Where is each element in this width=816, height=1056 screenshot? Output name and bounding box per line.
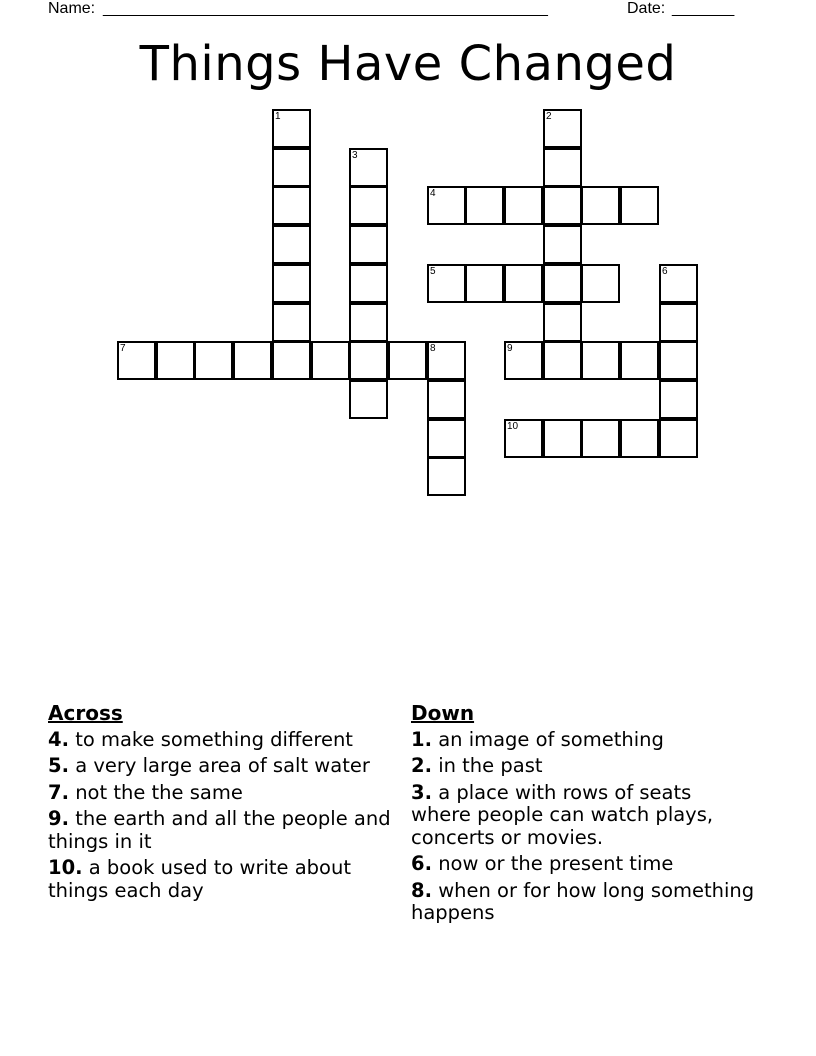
cell-number: 3	[352, 150, 358, 161]
across-heading: Across	[48, 701, 123, 725]
grid-cell[interactable]	[504, 264, 543, 303]
down-clues	[411, 702, 756, 929]
grid-cell[interactable]	[272, 341, 311, 380]
grid-cell[interactable]	[543, 186, 582, 225]
grid-cell[interactable]	[311, 341, 350, 380]
down-clue-3: 3. a place with rows of seats where people can watch plays, concerts or movies.	[411, 780, 714, 849]
grid-cell[interactable]	[427, 264, 466, 303]
grid-cell[interactable]	[349, 380, 388, 419]
grid-cell[interactable]	[272, 264, 311, 303]
across-clues	[48, 702, 393, 906]
cell-number: 7	[120, 343, 126, 354]
date-label: Date:	[627, 0, 666, 17]
grid-cell[interactable]	[543, 225, 582, 264]
grid-cell[interactable]	[272, 303, 311, 342]
cell-number: 5	[430, 266, 436, 277]
grid-cell[interactable]	[349, 148, 388, 187]
grid-cell[interactable]	[156, 341, 195, 380]
grid-cell[interactable]	[272, 225, 311, 264]
grid-cell[interactable]	[581, 264, 620, 303]
grid-cell[interactable]	[543, 419, 582, 458]
grid-cell[interactable]	[543, 109, 582, 148]
grid-cell[interactable]	[620, 186, 659, 225]
grid-cell[interactable]	[272, 148, 311, 187]
grid-cell[interactable]	[427, 380, 466, 419]
down-clue-1: 1. an image of something	[411, 727, 664, 751]
down-clue-8: 8. when or for how long something happens	[411, 878, 755, 924]
grid-cell[interactable]	[427, 341, 466, 380]
grid-cell[interactable]	[543, 264, 582, 303]
grid-cell[interactable]	[233, 341, 272, 380]
grid-cell[interactable]	[620, 419, 659, 458]
grid-cell[interactable]	[272, 109, 311, 148]
grid-cell[interactable]	[543, 341, 582, 380]
grid-cell[interactable]	[543, 303, 582, 342]
down-clue-2: 2. in the past	[411, 754, 543, 777]
name-line[interactable]: __________________________________________________	[103, 0, 548, 17]
grid-cell[interactable]	[117, 341, 156, 380]
cell-number: 1	[275, 111, 281, 122]
grid-cell[interactable]	[659, 264, 698, 303]
cell-number: 8	[430, 343, 436, 354]
grid-cell[interactable]	[388, 341, 427, 380]
grid-cell[interactable]	[272, 186, 311, 225]
grid-cell[interactable]	[194, 341, 233, 380]
grid-cell[interactable]	[659, 303, 698, 342]
grid-cell[interactable]	[349, 225, 388, 264]
grid-cell[interactable]	[581, 341, 620, 380]
grid-cell[interactable]	[427, 457, 466, 496]
across-clue-4: 4. to make something different	[48, 727, 353, 751]
name-label: Name:	[48, 0, 96, 17]
cell-number: 6	[662, 266, 668, 277]
across-clue-9: 9. the earth and all the people and things in it	[48, 807, 391, 853]
cell-number: 2	[546, 111, 552, 122]
grid-cell[interactable]	[543, 148, 582, 187]
across-clue-10: 10. a book used to write about things each day	[48, 856, 351, 902]
grid-cell[interactable]	[581, 419, 620, 458]
grid-cell[interactable]	[465, 186, 504, 225]
grid-cell[interactable]	[620, 341, 659, 380]
grid-cell[interactable]	[659, 380, 698, 419]
grid-cell[interactable]	[504, 186, 543, 225]
across-clue-5: 5. a very large area of salt water	[48, 754, 370, 777]
cell-number: 9	[507, 343, 513, 354]
grid-cell[interactable]	[465, 264, 504, 303]
date-line[interactable]: _______	[672, 0, 735, 17]
cell-number: 4	[430, 188, 436, 199]
grid-cell[interactable]	[349, 341, 388, 380]
grid-cell[interactable]	[504, 419, 543, 458]
puzzle-title: Things Have Changed	[139, 36, 677, 92]
grid-cell[interactable]	[581, 186, 620, 225]
grid-cell[interactable]	[659, 419, 698, 458]
grid-cell[interactable]	[427, 419, 466, 458]
down-heading: Down	[411, 701, 475, 725]
across-clue-7: 7. not the the same	[48, 780, 243, 804]
grid-cell[interactable]	[349, 186, 388, 225]
grid-cell[interactable]	[504, 341, 543, 380]
grid-cell[interactable]	[349, 303, 388, 342]
cell-number: 10	[507, 421, 519, 432]
down-clue-6: 6. now or the present time	[411, 852, 674, 875]
grid-cell[interactable]	[349, 264, 388, 303]
grid-cell[interactable]	[659, 341, 698, 380]
grid-cell[interactable]	[427, 186, 466, 225]
